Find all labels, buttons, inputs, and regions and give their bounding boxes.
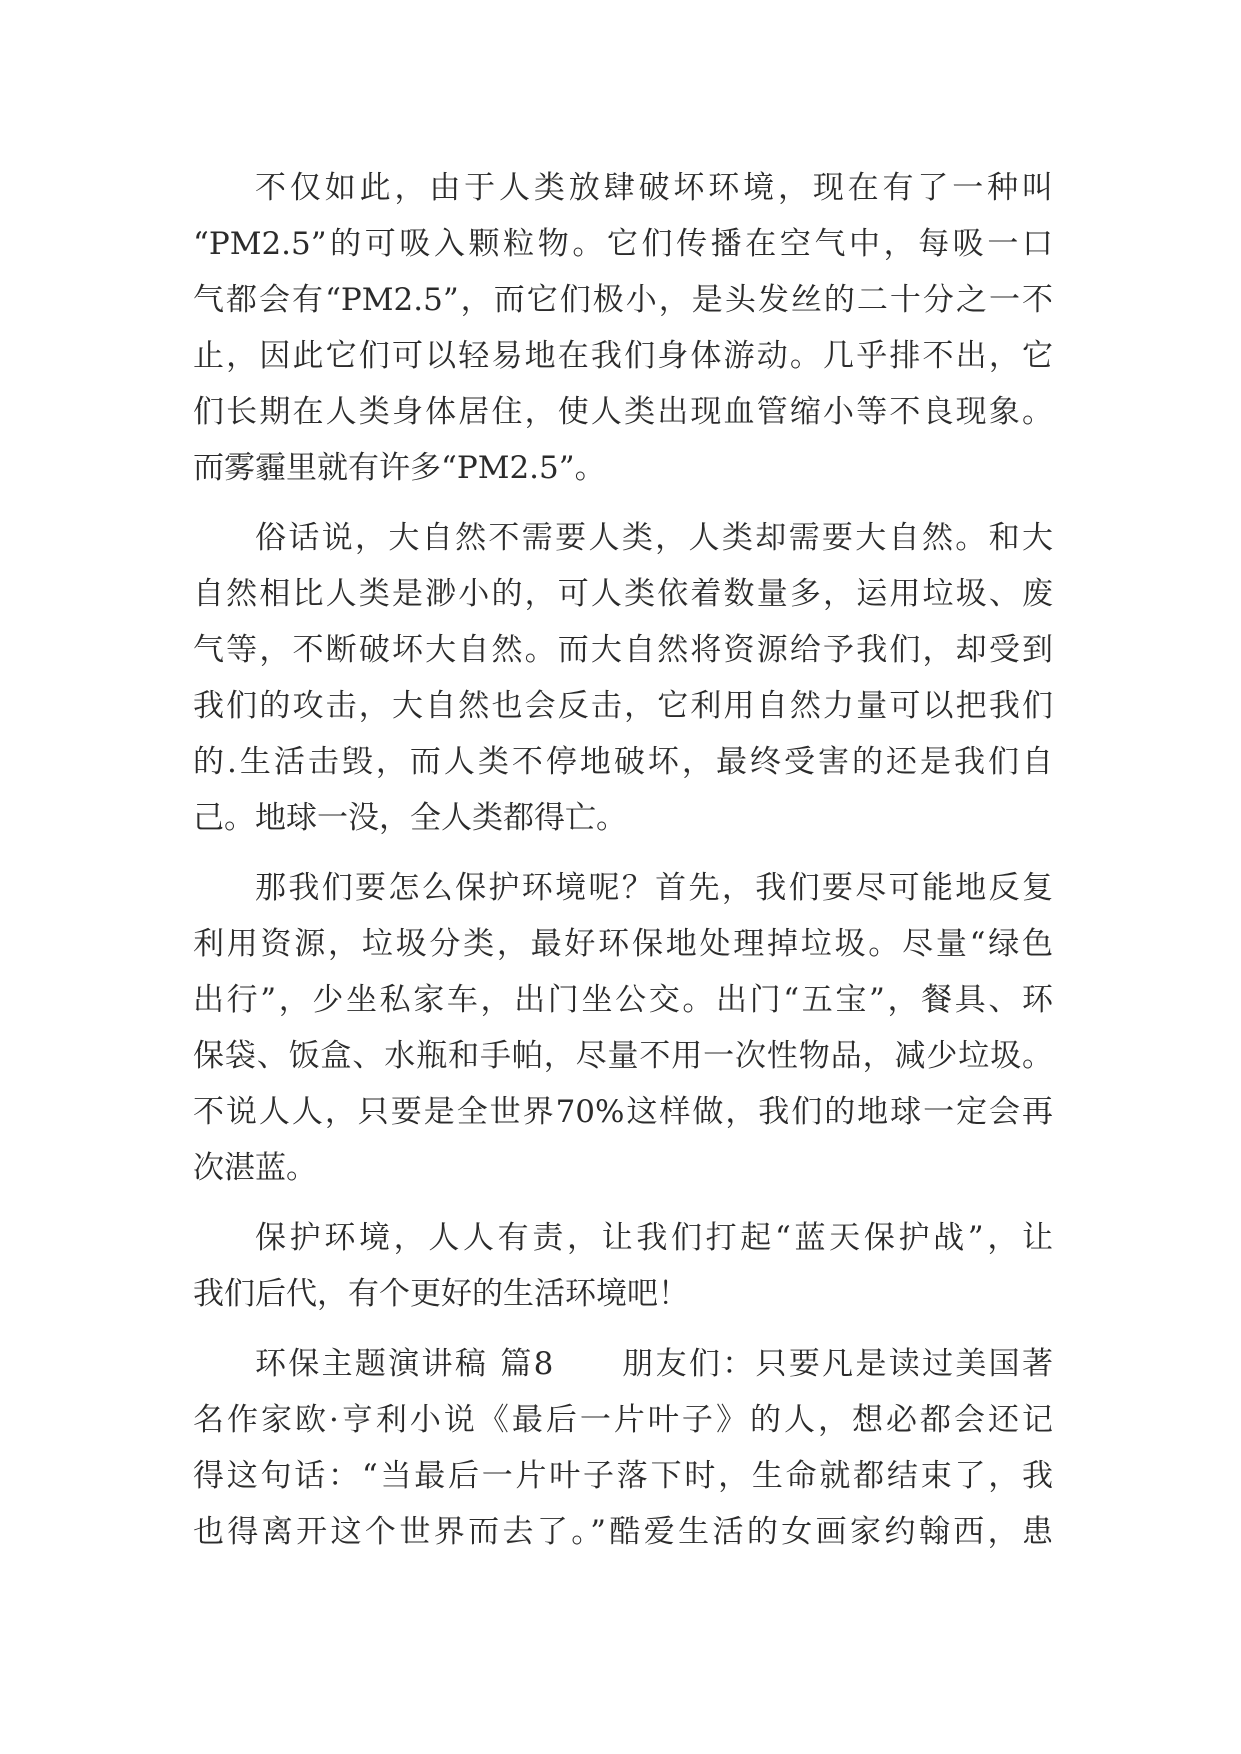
text-line: 不仅如此，由于人类放肆破坏环境，现在有了一种叫 [255, 170, 1053, 206]
paragraph-4 [193, 1210, 1053, 1322]
paragraph-5 [193, 1336, 1053, 1560]
text-line: 己。地球一没，全人类都得亡。 [193, 800, 627, 836]
text-line: 出行”，少坐私家车，出门坐公交。出门“五宝”，餐具、环 [193, 982, 1053, 1018]
paragraph-1 [193, 160, 1053, 496]
document-body [193, 160, 1053, 1560]
text-line: 自然相比人类是渺小的，可人类依着数量多，运用垃圾、废 [193, 576, 1053, 612]
text-line: 次湛蓝。 [193, 1150, 317, 1186]
paragraph-2 [193, 510, 1053, 846]
text-line: 保袋、饭盒、水瓶和手帕，尽量不用一次性物品，减少垃圾。 [193, 1038, 1053, 1074]
text-line: 我们后代，有个更好的生活环境吧！ [193, 1276, 689, 1312]
paragraph-3 [193, 860, 1053, 1196]
text-line: 我们的攻击，大自然也会反击，它利用自然力量可以把我们 [193, 688, 1053, 724]
text-line: 环保主题演讲稿 篇8 朋友们：只要凡是读过美国著 [255, 1346, 1053, 1382]
text-line: 气等，不断破坏大自然。而大自然将资源给予我们，却受到 [193, 632, 1053, 668]
text-line: 而雾霾里就有许多“PM2.5”。 [193, 450, 606, 486]
text-line: 俗话说，大自然不需要人类，人类却需要大自然。和大 [255, 520, 1053, 556]
text-line: 也得离开这个世界而去了。”酷爱生活的女画家约翰西，患 [193, 1514, 1053, 1550]
text-line: “PM2.5”的可吸入颗粒物。它们传播在空气中，每吸一口 [193, 226, 1053, 262]
text-line: 们长期在人类身体居住，使人类出现血管缩小等不良现象。 [193, 394, 1053, 430]
text-line: 得这句话：“当最后一片叶子落下时，生命就都结束了，我 [193, 1458, 1053, 1494]
text-line: 名作家欧·亨利小说《最后一片叶子》的人，想必都会还记 [193, 1402, 1053, 1438]
text-line: 的.生活击毁，而人类不停地破坏，最终受害的还是我们自 [193, 744, 1053, 780]
text-line: 不说人人，只要是全世界70%这样做，我们的地球一定会再 [193, 1094, 1053, 1130]
text-line: 保护环境，人人有责，让我们打起“蓝天保护战”，让 [255, 1220, 1053, 1256]
text-line: 利用资源，垃圾分类，最好环保地处理掉垃圾。尽量“绿色 [193, 926, 1053, 962]
text-line: 气都会有“PM2.5”，而它们极小，是头发丝的二十分之一不 [193, 282, 1053, 318]
text-line: 那我们要怎么保护环境呢？首先，我们要尽可能地反复 [255, 870, 1053, 906]
text-line: 止，因此它们可以轻易地在我们身体游动。几乎排不出，它 [193, 338, 1053, 374]
